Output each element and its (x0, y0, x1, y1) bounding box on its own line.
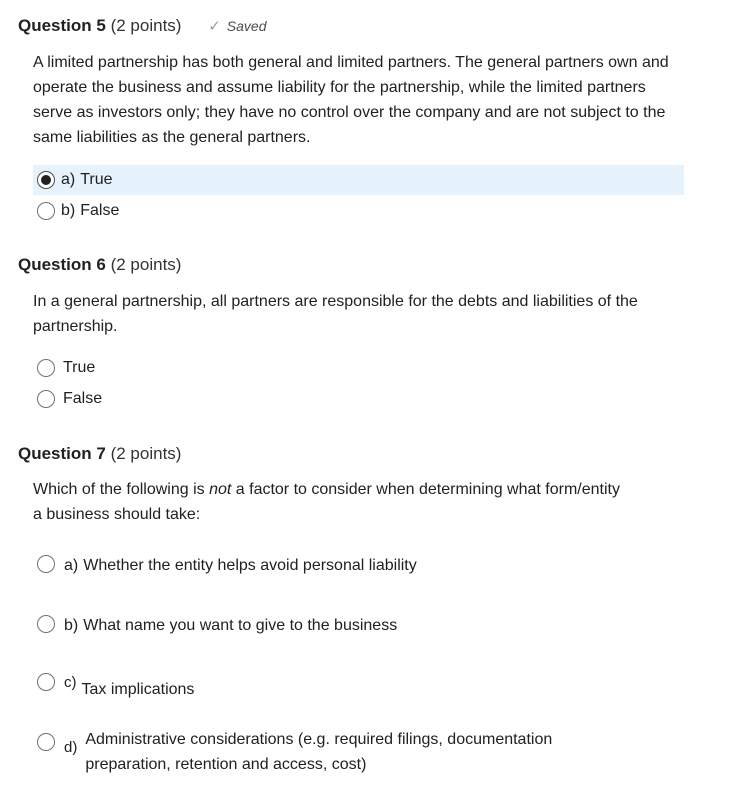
option-label: True (80, 171, 113, 188)
question-6-option-true[interactable] (33, 353, 95, 383)
option-letter: a) (64, 557, 79, 574)
question-7-option-a[interactable] (33, 551, 417, 581)
question-7-option-c[interactable] (33, 672, 194, 704)
question-6-header (18, 255, 181, 275)
option-label: Tax implications (81, 681, 195, 698)
question-number: Question 7 (18, 444, 106, 463)
option-letter: b) (64, 617, 79, 634)
option-letter: c) (64, 674, 77, 691)
question-number: Question 6 (18, 255, 106, 274)
question-text-emphasis: not (209, 481, 232, 498)
question-5-text: A limited partnership has both general and limited partners. The general partners own and operate the business and assume liability for the partnership, while the limited partners serve as investors only; they have no control over the company and are not subject to the same liabilities as the general partners. (33, 54, 669, 146)
question-5-header (18, 16, 266, 36)
radio-button[interactable] (37, 202, 55, 220)
radio-button[interactable] (37, 733, 55, 751)
question-7-option-b[interactable] (33, 611, 397, 641)
saved-status (208, 17, 266, 35)
question-number: Question 5 (18, 16, 106, 35)
question-7-header (18, 444, 181, 464)
option-label: Whether the entity helps avoid personal liability (83, 557, 417, 574)
question-6-text: In a general partnership, all partners are responsible for the debts and liabilities of the partnership. (33, 293, 638, 335)
radio-button[interactable] (37, 555, 55, 573)
option-label: Administrative considerations (e.g. required filings, documentation preparation, retention and access, cost) (85, 731, 553, 773)
question-text-part: Which of the following is (33, 481, 210, 498)
radio-button[interactable] (37, 615, 55, 633)
option-letter: d) (64, 739, 78, 756)
check-icon: ✓ (208, 18, 221, 35)
question-6-option-false[interactable] (33, 384, 102, 414)
question-7-option-d[interactable] (33, 727, 633, 777)
saved-label: Saved (226, 18, 267, 34)
radio-button-checked[interactable] (37, 171, 55, 189)
question-5-option-a[interactable] (33, 165, 684, 195)
question-points: (2 points) (110, 16, 182, 35)
radio-button[interactable] (37, 359, 55, 377)
question-points: (2 points) (110, 444, 182, 463)
question-5-option-b[interactable] (33, 196, 119, 226)
radio-button[interactable] (37, 673, 55, 691)
question-text-part: a factor to consider when determining what form/entity a business should take: (33, 481, 620, 523)
option-letter: a) (61, 171, 76, 188)
option-letter: b) (61, 202, 76, 219)
option-label: True (63, 359, 96, 376)
question-points: (2 points) (110, 255, 182, 274)
option-label: False (63, 390, 103, 407)
option-label: False (80, 202, 120, 219)
radio-button[interactable] (37, 390, 55, 408)
option-label: What name you want to give to the business (83, 617, 398, 634)
question-7-text (33, 477, 633, 527)
